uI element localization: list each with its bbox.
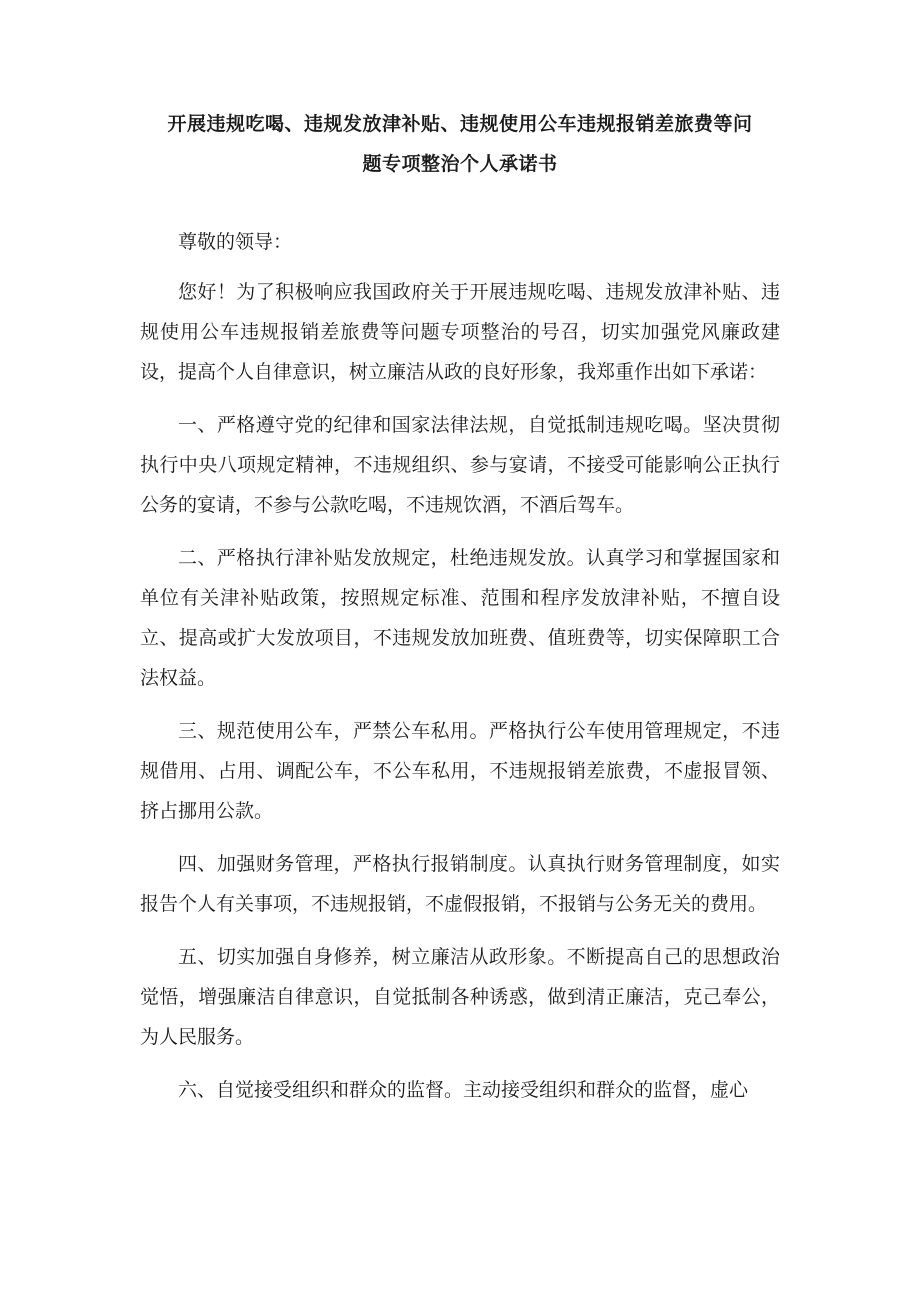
salutation: 尊敬的领导： [178,231,293,253]
title-line-2: 题专项整治个人承诺书 [362,153,558,175]
paragraph-item-2: 二、严格执行津补贴发放规定，杜绝违规发放。认真学习和掌握国家和单位有关津补贴政策，按照规定标准、范围和程序发放津补贴，不擅自设立、提高或扩大发放项目，不违规发放加班费、值班费等，切实保障职工合法权益。 [140,547,780,689]
document-title [140,104,780,184]
paragraph-intro: 您好！为了积极响应我国政府关于开展违规吃喝、违规发放津补贴、违规使用公车违规报销差旅费等问题专项整治的号召，切实加强党风廉政建设，提高个人自律意识，树立廉洁从政的良好形象，我郑重作出如下承诺： [140,281,780,383]
paragraph-item-4: 四、加强财务管理，严格执行报销制度。认真执行财务管理制度，如实报告个人有关事项，不违规报销，不虚假报销，不报销与公务无关的费用。 [140,853,780,915]
title-line-1: 开展违规吃喝、违规发放津补贴、违规使用公车违规报销差旅费等问 [167,113,753,135]
paragraph-item-1: 一、严格遵守党的纪律和国家法律法规，自觉抵制违规吃喝。坚决贯彻执行中央八项规定精神，不违规组织、参与宴请，不接受可能影响公正执行公务的宴请，不参与公款吃喝，不违规饮酒，不酒后驾车。 [140,414,780,516]
document-body [140,222,780,1123]
paragraph-item-3: 三、规范使用公车，严禁公车私用。严格执行公车使用管理规定，不违规借用、占用、调配公车，不公车私用，不违规报销差旅费，不虚报冒领、挤占挪用公款。 [140,720,780,822]
paragraph-item-5: 五、切实加强自身修养，树立廉洁从政形象。不断提高自己的思想政治觉悟，增强廉洁自律意识，自觉抵制各种诱惑，做到清正廉洁，克己奉公，为人民服务。 [140,946,780,1048]
paragraph-item-6: 六、自觉接受组织和群众的监督。主动接受组织和群众的监督，虚心 [178,1079,749,1101]
